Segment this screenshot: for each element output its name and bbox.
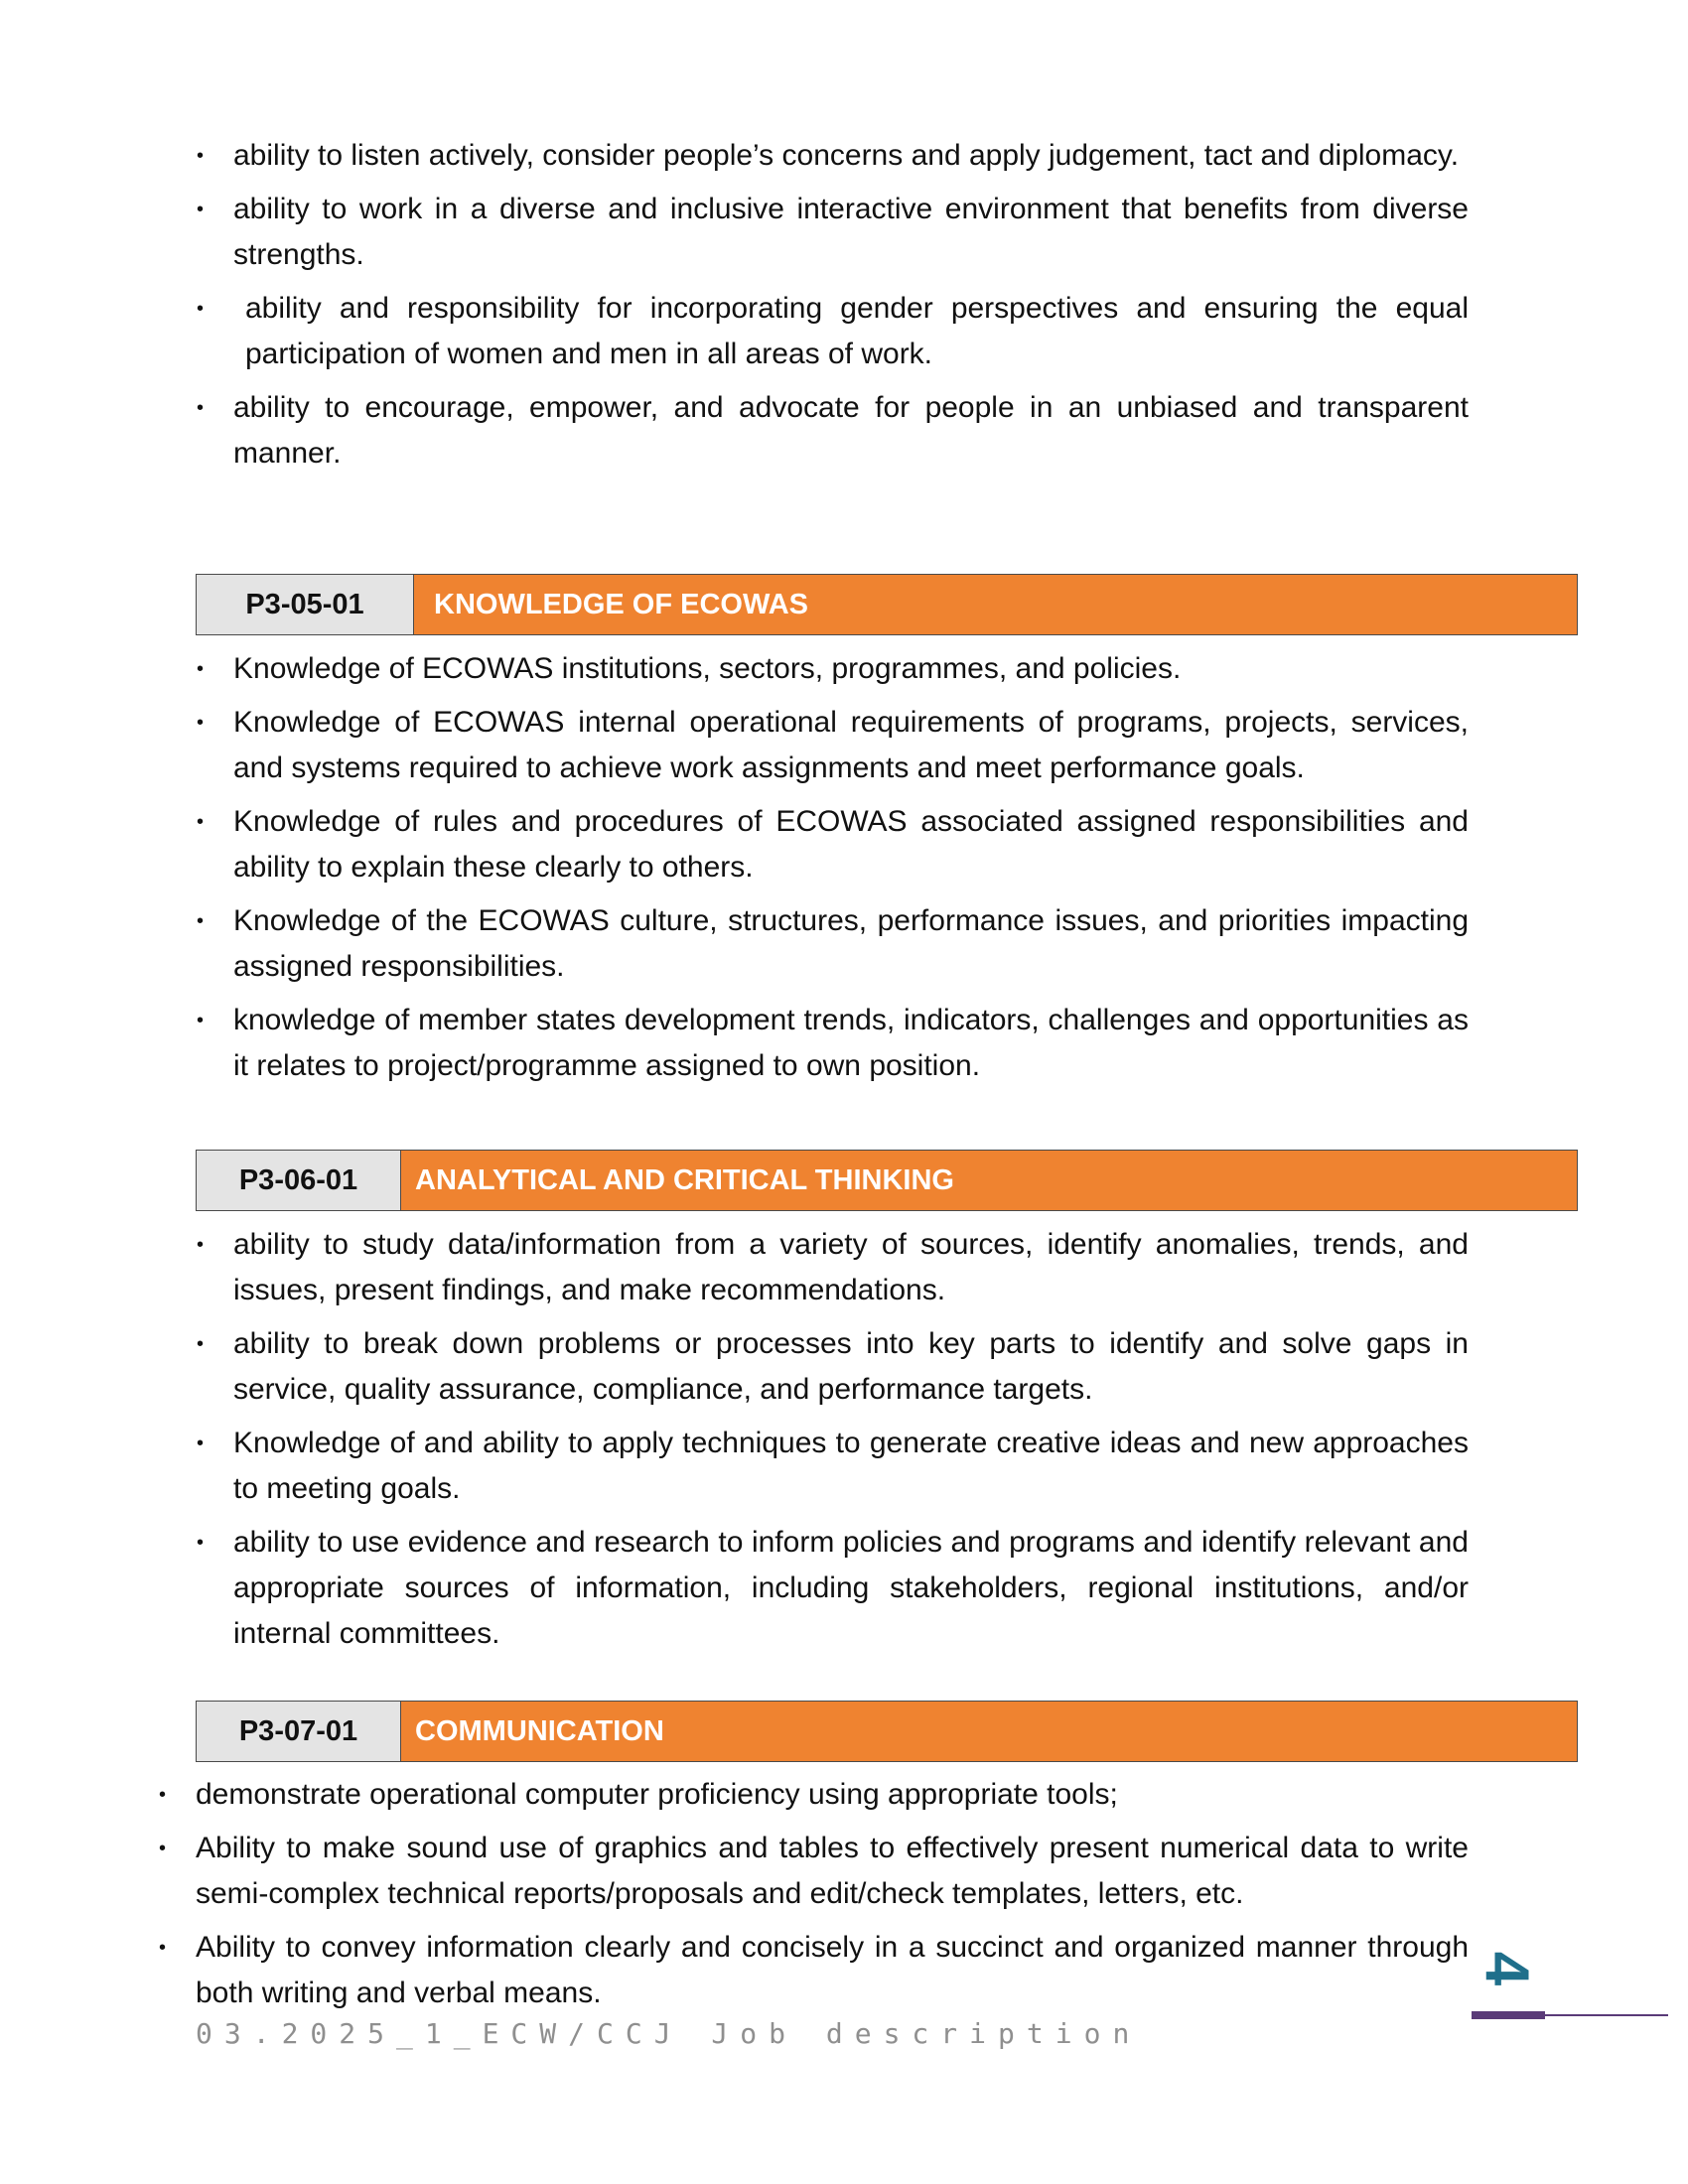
list-item: • Knowledge of and ability to apply techniques to generate creative ideas and new approaches to meeting goals. <box>233 1421 1469 1512</box>
section-title: COMMUNICATION <box>401 1702 1577 1761</box>
list-item: • Knowledge of the ECOWAS culture, structures, performance issues, and priorities impacting assigned responsibilities. <box>233 898 1469 990</box>
list-item: • Knowledge of ECOWAS internal operational requirements of programs, projects, services, and systems required to achieve work assignments and meet performance goals. <box>233 700 1469 791</box>
section-header-analytical-thinking <box>196 1150 1578 1211</box>
list-item: • ability to work in a diverse and inclusive interactive environment that benefits from diverse strengths. <box>233 187 1469 278</box>
section-code: P3-06-01 <box>197 1151 401 1210</box>
section-title: ANALYTICAL AND CRITICAL THINKING <box>401 1151 1577 1210</box>
section-code: P3-05-01 <box>197 575 414 634</box>
page-number-accent-bar <box>1472 2011 1545 2019</box>
footer-accent-line <box>1545 2014 1668 2016</box>
section-bullet-list <box>233 1222 1469 1665</box>
intro-bullet-list <box>233 133 1469 484</box>
list-item: • ability to use evidence and research to inform policies and programs and identify relevant and appropriate sources of information, including stakeholders, regional institutions, and/or internal committees. <box>233 1520 1469 1657</box>
list-item: • ability to study data/information from a variety of sources, identify anomalies, trends, and issues, present findings, and make recommendations. <box>233 1222 1469 1313</box>
list-item: • Ability to convey information clearly and concisely in a succinct and organized manner through both writing and verbal means. <box>196 1925 1469 2016</box>
list-item: • ability to break down problems or processes into key parts to identify and solve gaps in service, quality assurance, compliance, and performance targets. <box>233 1321 1469 1413</box>
page-number: 4 <box>1473 1951 1542 1986</box>
list-item: • Ability to make sound use of graphics and tables to effectively present numerical data to write semi-complex technical reports/proposals and edit/check templates, letters, etc. <box>196 1826 1469 1917</box>
list-item: • ability to listen actively, consider people’s concerns and apply judgement, tact and diplomacy. <box>233 133 1469 179</box>
list-item: • ability to encourage, empower, and advocate for people in an unbiased and transparent manner. <box>233 385 1469 477</box>
footer-document-reference: 03.2025_1_ECW/CCJ Job description <box>196 2017 1142 2050</box>
list-item: • demonstrate operational computer proficiency using appropriate tools; <box>196 1772 1469 1818</box>
section-title: KNOWLEDGE OF ECOWAS <box>414 575 1577 634</box>
section-header-communication <box>196 1701 1578 1762</box>
section-code: P3-07-01 <box>197 1702 401 1761</box>
section-bullet-list <box>196 1772 1469 2024</box>
list-item: • ability and responsibility for incorporating gender perspectives and ensuring the equal participation of women and men in all areas of work. <box>233 286 1469 377</box>
list-item: • knowledge of member states development trends, indicators, challenges and opportunities as it relates to project/programme assigned to own position. <box>233 998 1469 1089</box>
section-bullet-list <box>233 646 1469 1097</box>
list-item: • Knowledge of ECOWAS institutions, sectors, programmes, and policies. <box>233 646 1469 692</box>
section-header-knowledge-of-ecowas <box>196 574 1578 635</box>
list-item: • Knowledge of rules and procedures of ECOWAS associated assigned responsibilities and ability to explain these clearly to others. <box>233 799 1469 890</box>
